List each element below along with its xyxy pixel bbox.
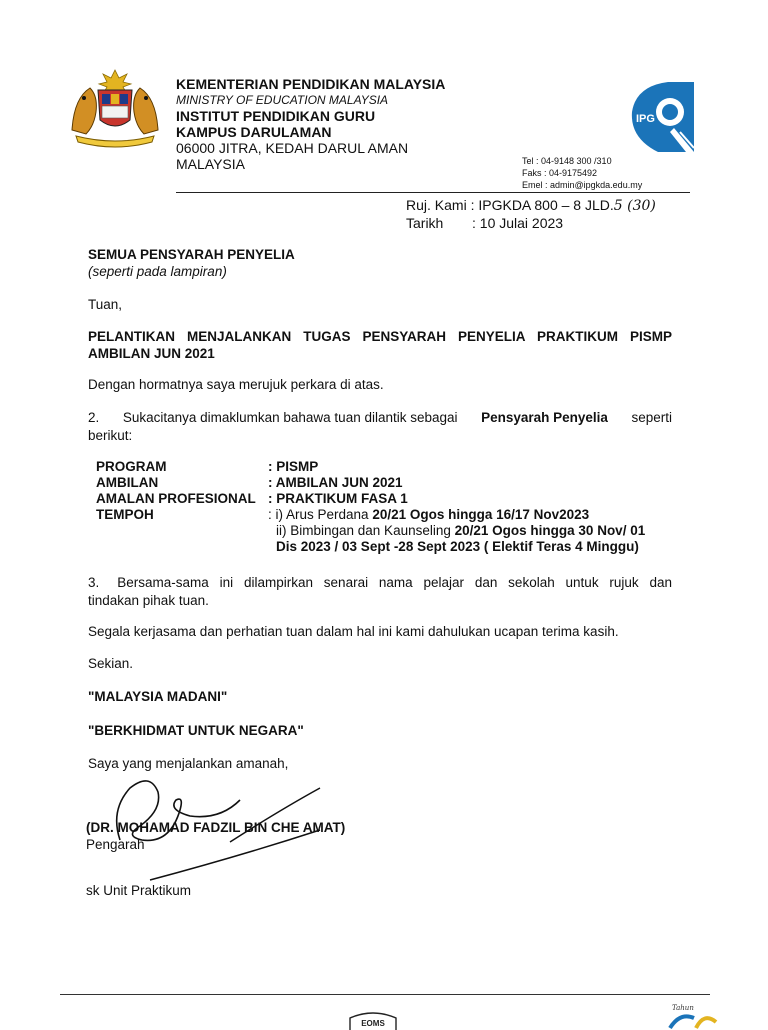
letterhead (176, 76, 445, 172)
anniversary-badge-icon (660, 1000, 720, 1030)
tarikh-label: Tarikh (406, 215, 444, 231)
para-2-line-2: berikut: (88, 428, 133, 443)
salutation: Tuan, (88, 297, 123, 312)
address-line: 06000 JITRA, KEDAH DARUL AMAN (176, 140, 409, 156)
country-line: MALAYSIA (176, 156, 245, 172)
subject-line-1: PELANTIKAN MENJALANKAN TUGAS PENSYARAH PENYELIA PRAKTIKUM PISMP (88, 329, 672, 344)
fax: Faks : 04-9175492 (522, 168, 598, 178)
signatory-name: (DR. MOHAMAD FADZIL BIN CHE AMAT) (86, 820, 346, 835)
telephone: Tel : 04-9148 300 /310 (522, 156, 612, 166)
logo-text: IPG (636, 113, 655, 125)
para-3-line-1: Bersama-sama ini dilampirkan senarai nama pelajar dan sekolah untuk rujuk dan (117, 575, 672, 590)
email: Emel : admin@ipgkda.edu.my (522, 180, 643, 190)
appointment-details (96, 459, 645, 555)
reference-block (406, 197, 656, 232)
contact-block (522, 155, 642, 191)
coat-of-arms-icon (64, 68, 166, 148)
amanah-line: Saya yang menjalankan amanah, (88, 756, 289, 771)
paragraph-1: Dengan hormatnya saya merujuk perkara di atas. (88, 377, 384, 392)
program-label: PROGRAM (96, 459, 167, 474)
ruj-handwritten: 5 (30) (613, 198, 656, 214)
cc-line: sk Unit Praktikum (86, 883, 192, 898)
ministry-name: KEMENTERIAN PENDIDIKAN MALAYSIA (176, 76, 446, 92)
ministry-name-english: MINISTRY OF EDUCATION MALAYSIA (176, 93, 389, 107)
recipient-title: SEMUA PENSYARAH PENYELIA (88, 247, 295, 262)
tempoh-ii-dates-cont: Dis 2023 / 03 Sept -28 Sept 2023 ( Elektif Teras 4 Minggu) (276, 539, 639, 554)
para-2-text: Sukacitanya dimaklumkan bahawa tuan dilantik sebagai (122, 410, 458, 425)
tempoh-ii-prefix: ii) Bimbingan dan Kaunseling (276, 523, 451, 538)
closing: Sekian. (88, 656, 134, 671)
institute-name: INSTITUT PENDIDIKAN GURU (176, 108, 376, 124)
para-number: 2. (88, 410, 100, 425)
motto-berkhidmat: "BERKHIDMAT UNTUK NEGARA" (88, 723, 304, 738)
motto-madani: "MALAYSIA MADANI" (88, 689, 228, 704)
tempoh-i-dates: 20/21 Ogos hingga 16/17 Nov2023 (372, 507, 590, 522)
para-3-number: 3. (88, 575, 100, 590)
subject-line-2: AMBILAN JUN 2021 (88, 346, 215, 361)
eoms-text: EOMS (361, 1019, 385, 1028)
eoms-badge-icon (346, 1010, 400, 1030)
tempoh-i-prefix: : i) Arus Perdana (268, 507, 369, 522)
program-value: : PISMP (268, 459, 319, 474)
paragraph-2 (88, 409, 672, 445)
para-2-after: seperti (631, 410, 672, 425)
ambilan-value: : AMBILAN JUN 2021 (268, 475, 403, 490)
tempoh-label: TEMPOH (96, 507, 154, 522)
badge-text: Tahun (672, 1004, 694, 1012)
para-2-bold: Pensyarah Penyelia (481, 410, 608, 425)
ruj-label: Ruj. Kami (406, 197, 467, 213)
campus-name: KAMPUS DARULAMAN (176, 124, 332, 140)
signatory-title: Pengarah (86, 837, 145, 852)
tempoh-value (268, 507, 645, 555)
tempoh-ii-dates: 20/21 Ogos hingga 30 Nov/ 01 (454, 523, 646, 538)
ambilan-label: AMBILAN (96, 475, 159, 490)
amalan-label: AMALAN PROFESIONAL (96, 491, 256, 506)
recipient-note: (seperti pada lampiran) (88, 264, 227, 279)
footer-divider (60, 994, 710, 995)
ipg-logo-icon (628, 78, 698, 156)
header-divider (176, 192, 690, 193)
amalan-value: : PRAKTIKUM FASA 1 (268, 491, 408, 506)
para-3-line-2: tindakan pihak tuan. (88, 593, 209, 608)
paragraph-3 (88, 574, 672, 610)
tarikh-value: : 10 Julai 2023 (472, 215, 564, 231)
ruj-value: : IPGKDA 800 – 8 JLD. (470, 197, 614, 213)
paragraph-4: Segala kerjasama dan perhatian tuan dalam hal ini kami dahulukan ucapan terima kasih. (88, 624, 619, 639)
